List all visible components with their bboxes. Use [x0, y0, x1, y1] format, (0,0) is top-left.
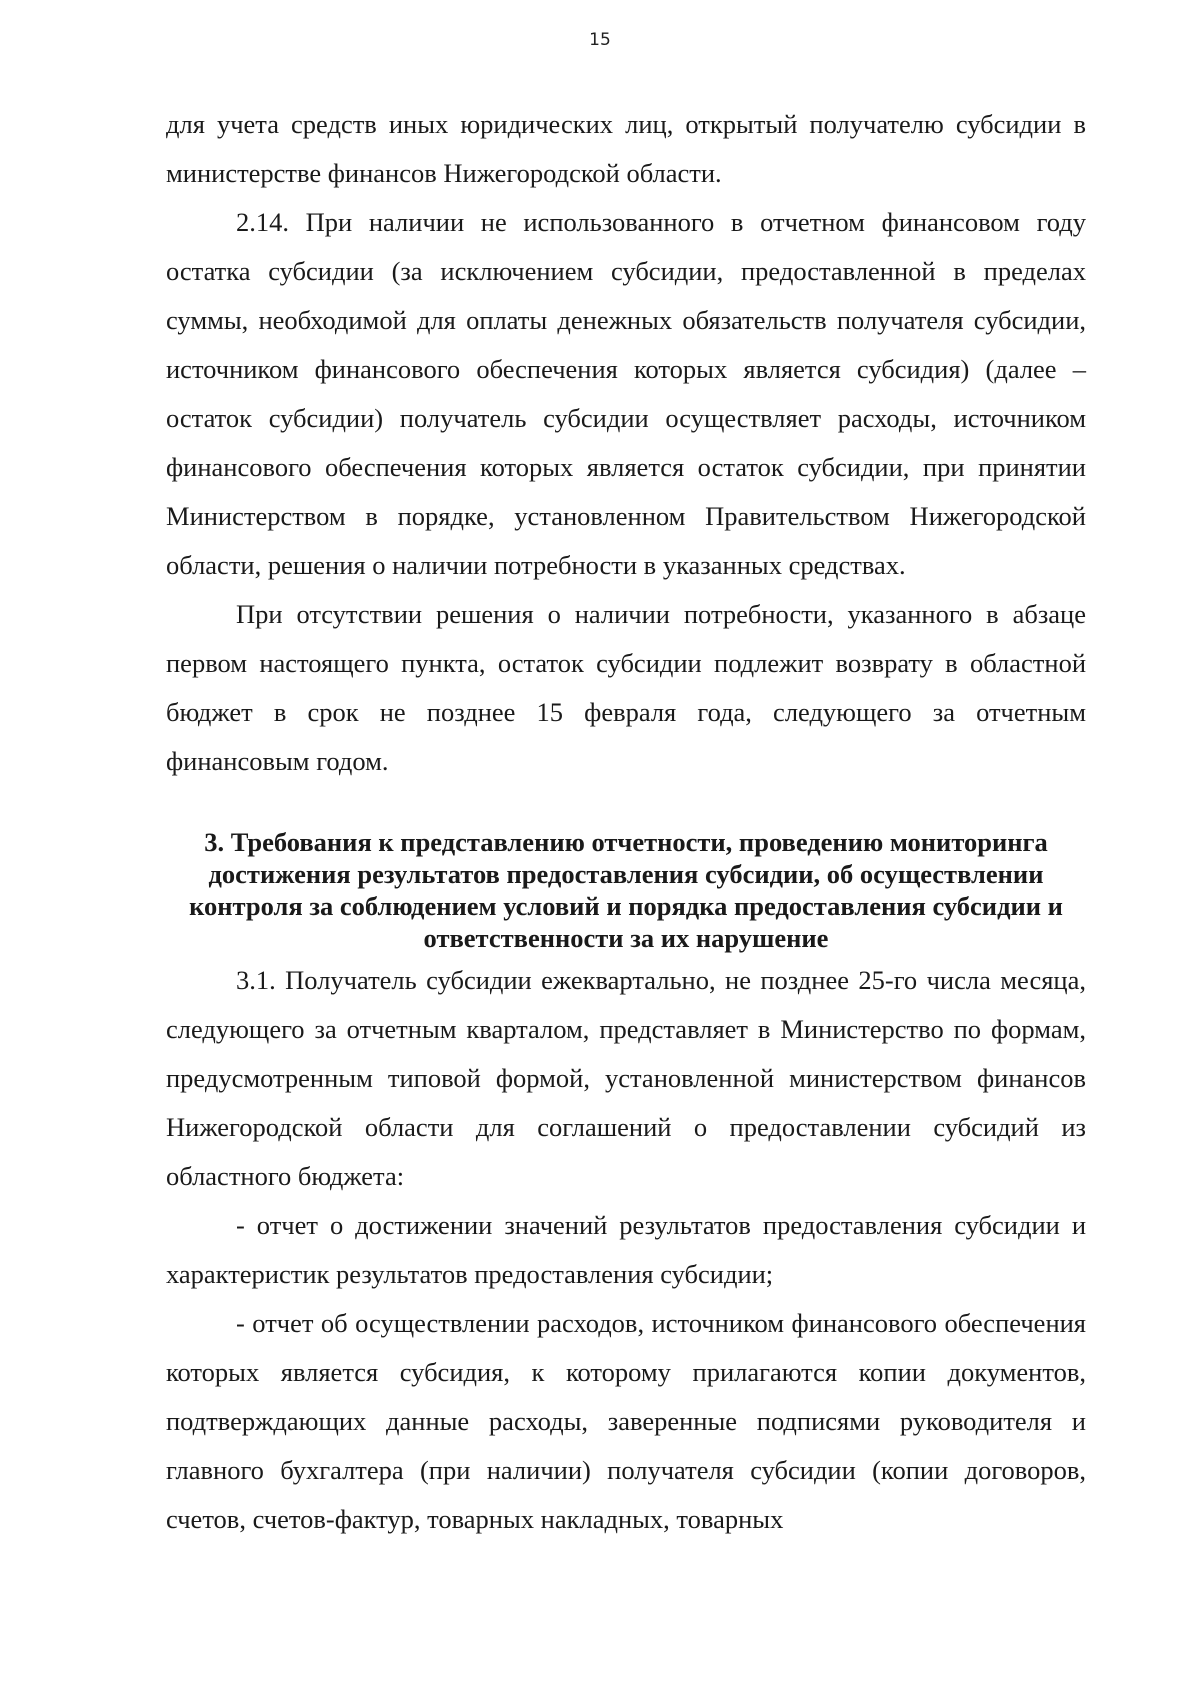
section-3-heading: 3. Требования к представлению отчетности, проведению мониторинга достижения результатов предоставления субсидии, об осуществлении контроля за соблюдением условий и порядка предоставления субсидии и ответственности за их нарушение — [189, 827, 1063, 953]
page-number: 15 — [589, 30, 611, 50]
list-item-report-expenses: - отчет об осуществлении расходов, источником финансового обеспечения которых является субсидия, к которому прилагаются копии документов, подтверждающих данные расходы, заверенные подписями руководителя и главного бухгалтера (при наличии) получателя субсидии (копии договоров, счетов, счетов-фактур, товарных накладных, товарных — [166, 1308, 1086, 1534]
paragraph-absence-of-decision: При отсутствии решения о наличии потребности, указанного в абзаце первом настоящего пункта, остаток субсидии подлежит возврату в областной бюджет в срок не позднее 15 февраля года, следующего за отчетным финансовым годом. — [166, 599, 1086, 776]
paragraph-continuation: для учета средств иных юридических лиц, открытый получателю субсидии в министерстве финансов Нижегородской области. — [166, 109, 1086, 188]
list-item-report-results: - отчет о достижении значений результатов предоставления субсидии и характеристик результатов предоставления субсидии; — [166, 1210, 1086, 1289]
paragraph-2-14: 2.14. При наличии не использованного в отчетном финансовом году остатка субсидии (за исключением субсидии, предоставленной в пределах суммы, необходимой для оплаты денежных обязательств получателя субсидии, источником финансового обеспечения которых является субсидия) (далее – остаток субсидии) получатель субсидии осуществляет расходы, источником финансового обеспечения которых является остаток субсидии, при принятии Министерством в порядке, установленном Правительством Нижегородской области, решения о наличии потребности в указанных средствах. — [166, 207, 1086, 580]
document-body — [166, 100, 1086, 1544]
paragraph-3-1: 3.1. Получатель субсидии ежеквартально, не позднее 25-го числа месяца, следующего за отчетным кварталом, представляет в Министерство по формам, предусмотренным типовой формой, установленной министерством финансов Нижегородской области для соглашений о предоставлении субсидий из областного бюджета: — [166, 965, 1086, 1191]
